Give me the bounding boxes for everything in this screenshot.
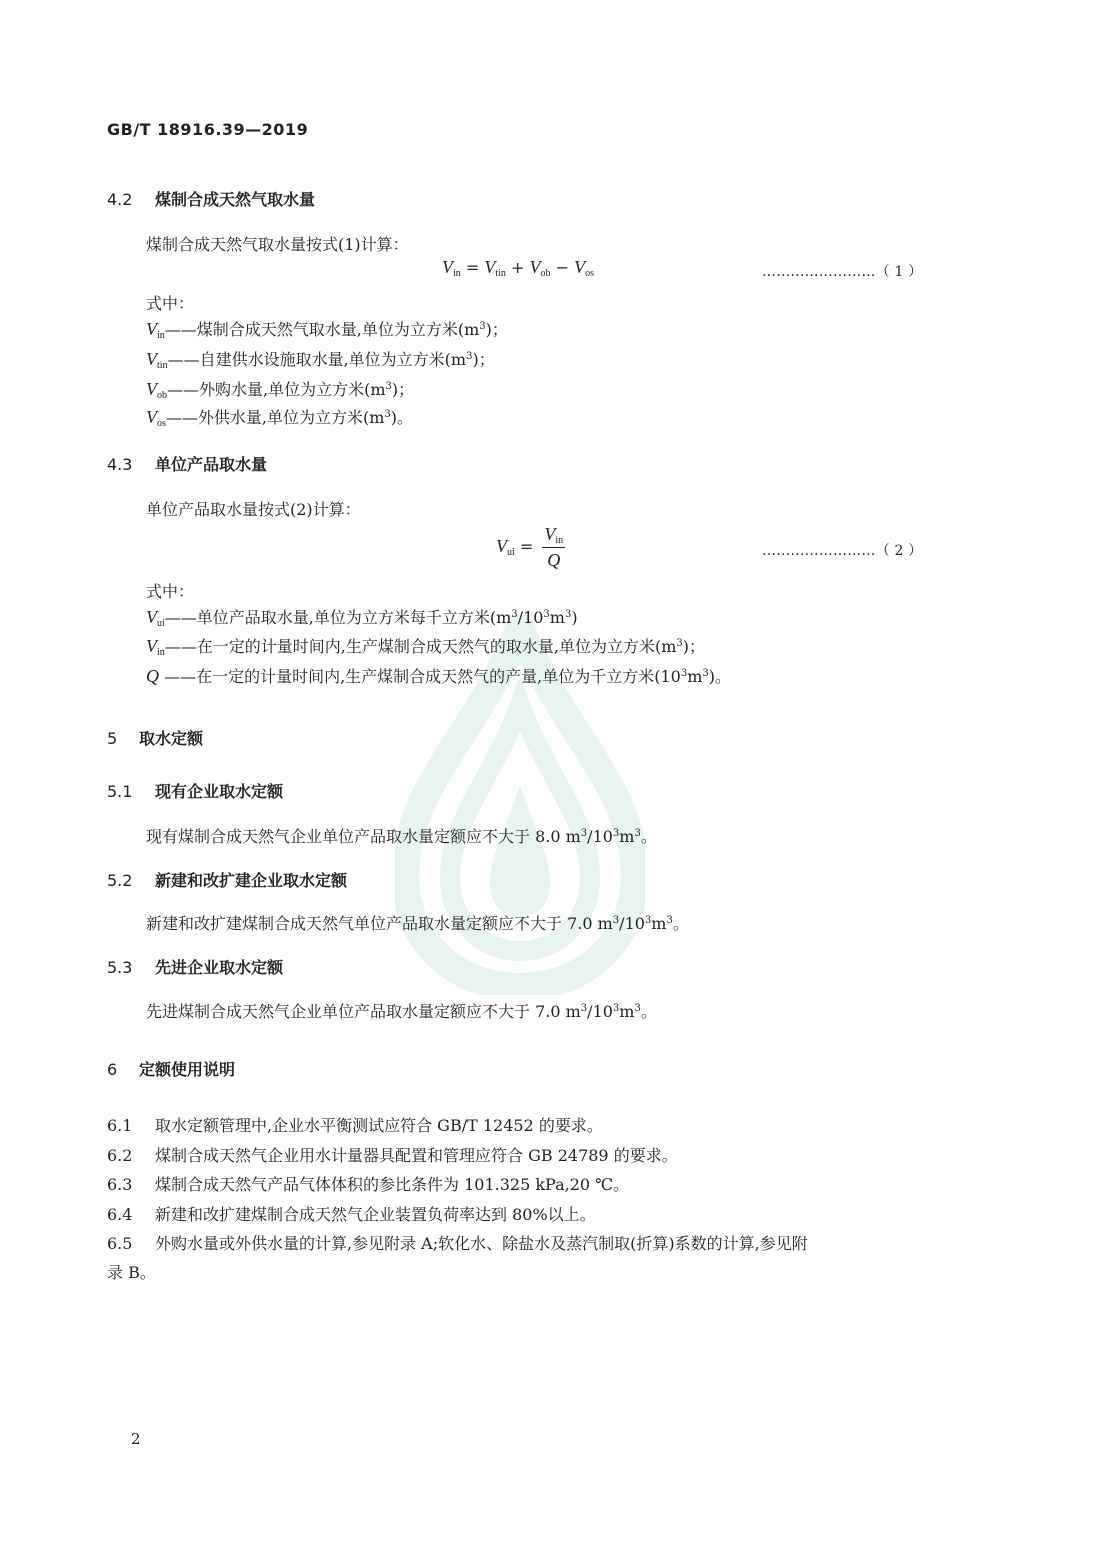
section-5-3-text: 先进煤制合成天然气企业单位产品取水量定额应不大于 7.0 $m^3/10^3m^3$。 bbox=[146, 1002, 657, 1021]
where-label: 式中： bbox=[146, 294, 195, 313]
section-title: 定额使用说明 bbox=[139, 1060, 236, 1079]
definition-v-ob: $V_{ob}——$外购水量,单位为立方米$(m^3)$； bbox=[146, 379, 415, 401]
section-5-1-text: 现有煤制合成天然气企业单位产品取水量定额应不大于 8.0 $m^3/10^3m^3$。 bbox=[146, 827, 657, 846]
item-6-2: 6.2 煤制合成天然气企业用水计量器具配置和管理应符合 GB 24789 的要求。 bbox=[107, 1146, 678, 1165]
fraction: $\frac{V_{in}}{Q}$ bbox=[544, 524, 564, 570]
section-5-3-heading: 5.3 先进企业取水定额 bbox=[107, 958, 284, 977]
item-6-4: 6.4 新建和改扩建煤制合成天然气企业装置负荷率达到 80%以上。 bbox=[107, 1205, 596, 1224]
section-title: 取水定额 bbox=[139, 729, 204, 748]
section-5-heading bbox=[107, 726, 203, 749]
definition-v-in: $V_{in}——$煤制合成天然气取水量,单位为立方米$(m^3)$； bbox=[146, 319, 508, 341]
equation-1-number: ……………………（ 1 ） bbox=[762, 264, 923, 280]
item-6-3: 6.3 煤制合成天然气产品气体体积的参比条件为 101.325 kPa,20 ℃。 bbox=[107, 1175, 630, 1194]
section-4-3-intro: 单位产品取水量按式(2)计算： bbox=[146, 500, 361, 519]
section-4-2-intro: 煤制合成天然气取水量按式(1)计算： bbox=[146, 235, 409, 254]
standard-code: GB/T 18916.39—2019 bbox=[107, 120, 309, 139]
page-number: 2 bbox=[131, 1430, 141, 1448]
section-6-heading bbox=[107, 1057, 235, 1080]
item-6-1: 6.1 取水定额管理中,企业水平衡测试应符合 GB/T 12452 的要求。 bbox=[107, 1116, 603, 1135]
equation-1: $V_{in} = V_{tin} + V_{ob} - V_{os}$ bbox=[442, 257, 594, 279]
definition-v-tin: $V_{tin}——$自建供水设施取水量,单位为立方米$(m^3)$； bbox=[146, 349, 495, 371]
definition-q: Q ——在一定的计量时间内,生产煤制合成天然气的产量,单位为千立方米$(10^3m^3)$。 bbox=[146, 666, 732, 686]
section-title: 煤制合成天然气取水量 bbox=[155, 190, 316, 209]
section-number: 5 bbox=[107, 729, 118, 748]
section-4-2-heading bbox=[107, 187, 315, 210]
definition-v-ui: $V_{ui}——$单位产品取水量,单位为立方米每千立方米$(m^3/10^3m^3)$ bbox=[146, 607, 578, 629]
item-6-5: 6.5 外购水量或外供水量的计算,参见附录 A;软化水、除盐水及蒸汽制取(折算)系数的计算,参见附 bbox=[107, 1234, 808, 1253]
section-number: 4.3 bbox=[107, 455, 133, 474]
section-5-1-heading: 5.1 现有企业取水定额 bbox=[107, 782, 284, 801]
equation-2-number: ……………………（ 2 ） bbox=[762, 543, 923, 559]
section-number: 6 bbox=[107, 1060, 118, 1079]
item-6-5-continued: 录 B。 bbox=[107, 1263, 156, 1282]
section-5-2-text: 新建和改扩建煤制合成天然气单位产品取水量定额应不大于 7.0 $m^3/10^3m^3$。 bbox=[146, 914, 689, 933]
section-number: 4.2 bbox=[107, 190, 133, 209]
section-5-2-heading: 5.2 新建和改扩建企业取水定额 bbox=[107, 871, 348, 890]
section-title: 单位产品取水量 bbox=[155, 455, 268, 474]
where-label: 式中： bbox=[146, 582, 195, 601]
section-4-3-heading bbox=[107, 452, 267, 475]
definition-v-os: $V_{os}——$外供水量,单位为立方米$(m^3)$。 bbox=[146, 407, 414, 429]
equation-2: $V_{ui}$ = $\frac{V_{in}}{Q}$ bbox=[496, 524, 564, 570]
definition-v-in-2: $V_{in}——$在一定的计量时间内,生产煤制合成天然气的取水量,单位为立方米$(m^3)$； bbox=[146, 636, 705, 658]
